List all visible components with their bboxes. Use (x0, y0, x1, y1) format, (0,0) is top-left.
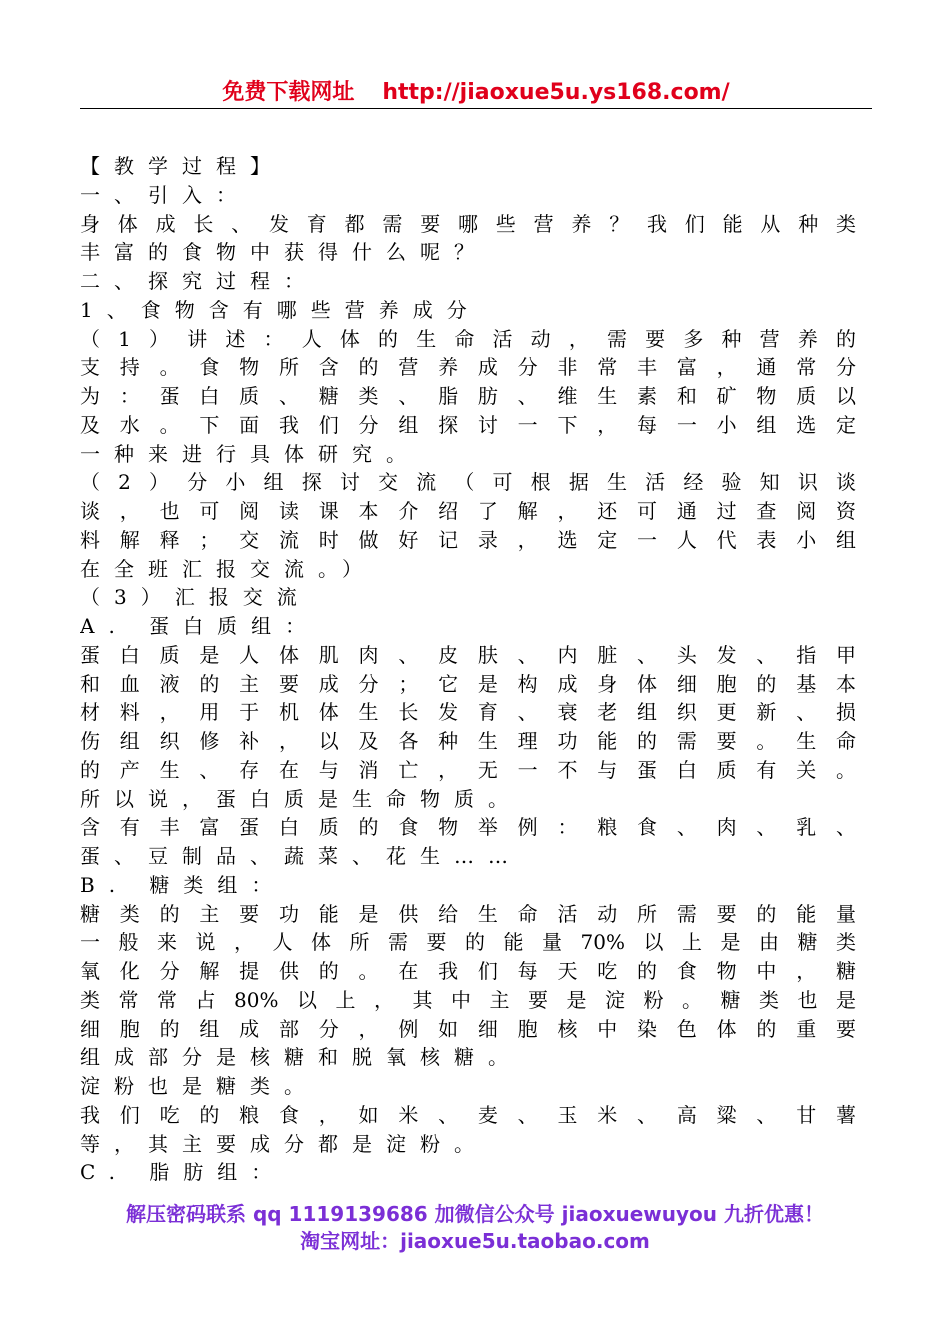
paragraph-line: 蛋、豆制品、蔬菜、花生…… (80, 844, 522, 868)
paragraph-line: 支持。食物所含的营养成分非常丰富，通常分 (80, 355, 856, 380)
group-title-fat: C. 脂肪组： (80, 1160, 286, 1185)
group-title-protein: A. 蛋白质组： (80, 614, 320, 638)
document-body (80, 152, 856, 1187)
paragraph-line: 糖类的主要功能是供给生命活动所需要的能量 (80, 901, 856, 926)
paragraph-line: （1）讲述：人体的生命活动，需要多种营养的 (80, 326, 856, 351)
paragraph-line: 蛋白质是人体肌肉、皮肤、内脏、头发、指甲 (80, 642, 856, 667)
paragraph-line: 淀粉也是糖类。 (80, 1074, 318, 1098)
paragraph-line: 所以说，蛋白质是生命物质。 (80, 786, 522, 811)
paragraph-line: 在全班汇报交流。） (80, 556, 376, 581)
paragraph-line: 谈，也可阅读课本介绍了解，还可通过查阅资 (80, 499, 856, 523)
section-title-process: 二、探究过程： (80, 269, 318, 293)
paragraph-line: 和血液的主要成分；它是构成身体细胞的基本 (80, 671, 856, 696)
paragraph-line: 细胞的组成部分，例如细胞核中染色体的重要 (80, 1016, 856, 1041)
footer-contact: 解压密码联系 qq 1119139686 加微信公众号 jiaoxuewuyou 九折优惠！ (126, 1202, 824, 1226)
paragraph-line: 料解释；交流时做好记录，选定一人代表小组 (80, 527, 856, 552)
paragraph-line: 氧化分解提供的。在我们每天吃的食物中，糖 (80, 959, 856, 983)
subsection-title: 1、食物含有哪些营养成分 (80, 297, 481, 322)
header-label: 免费下载网址 (222, 80, 355, 105)
header-url-link[interactable]: http://jiaoxue5u.ys168.com/ (382, 80, 730, 105)
section-title-intro: 一、引入： (80, 182, 250, 207)
paragraph-line: 材料，用于机体生长发育、衰老组织更新、损 (80, 700, 856, 725)
paragraph-line: 及水。下面我们分组探讨一下，每一小组选定 (80, 412, 856, 437)
paragraph-line: 一种来进行具体研究。 (80, 441, 420, 466)
paragraph-line: （2）分小组探讨交流（可根据生活经验知识谈 (80, 470, 856, 495)
group-title-sugar: B. 糖类组： (80, 872, 286, 897)
paragraph-line: 含有丰富蛋白质的食物举例：粮食、肉、乳、 (80, 815, 856, 840)
paragraph-line: 为：蛋白质、糖类、脂肪、维生素和矿物质以 (80, 384, 856, 408)
paragraph-line: 伤组织修补，以及各种生理功能的需要。生命 (80, 729, 856, 753)
download-header (80, 78, 872, 108)
paragraph-line: 的产生、存在与消亡，无一不与蛋白质有关。 (80, 757, 856, 782)
footer-taobao-link[interactable]: 淘宝网址：jiaoxue5u.taobao.com (300, 1229, 650, 1253)
paragraph-line: 身体成长、发育都需要哪些营养？我们能从种类 (80, 211, 856, 236)
header-divider (80, 108, 872, 109)
paragraph-line: 我们吃的粮食，如米、麦、玉米、高粱、甘薯 (80, 1102, 856, 1127)
paragraph-line: 等，其主要成分都是淀粉。 (80, 1131, 488, 1156)
subsection-title: （3）汇报交流 (80, 585, 311, 610)
section-heading: 【教学过程】 (80, 154, 284, 178)
paragraph-line: 类常常占80%以上，其中主要是淀粉。糖类也是 (80, 987, 856, 1012)
paragraph-line: 一般来说，人体所需要的能量70%以上是由糖类 (80, 930, 856, 955)
paragraph-line: 丰富的食物中获得什么呢？ (80, 240, 488, 265)
paragraph-line: 组成部分是核糖和脱氧核糖。 (80, 1045, 522, 1070)
